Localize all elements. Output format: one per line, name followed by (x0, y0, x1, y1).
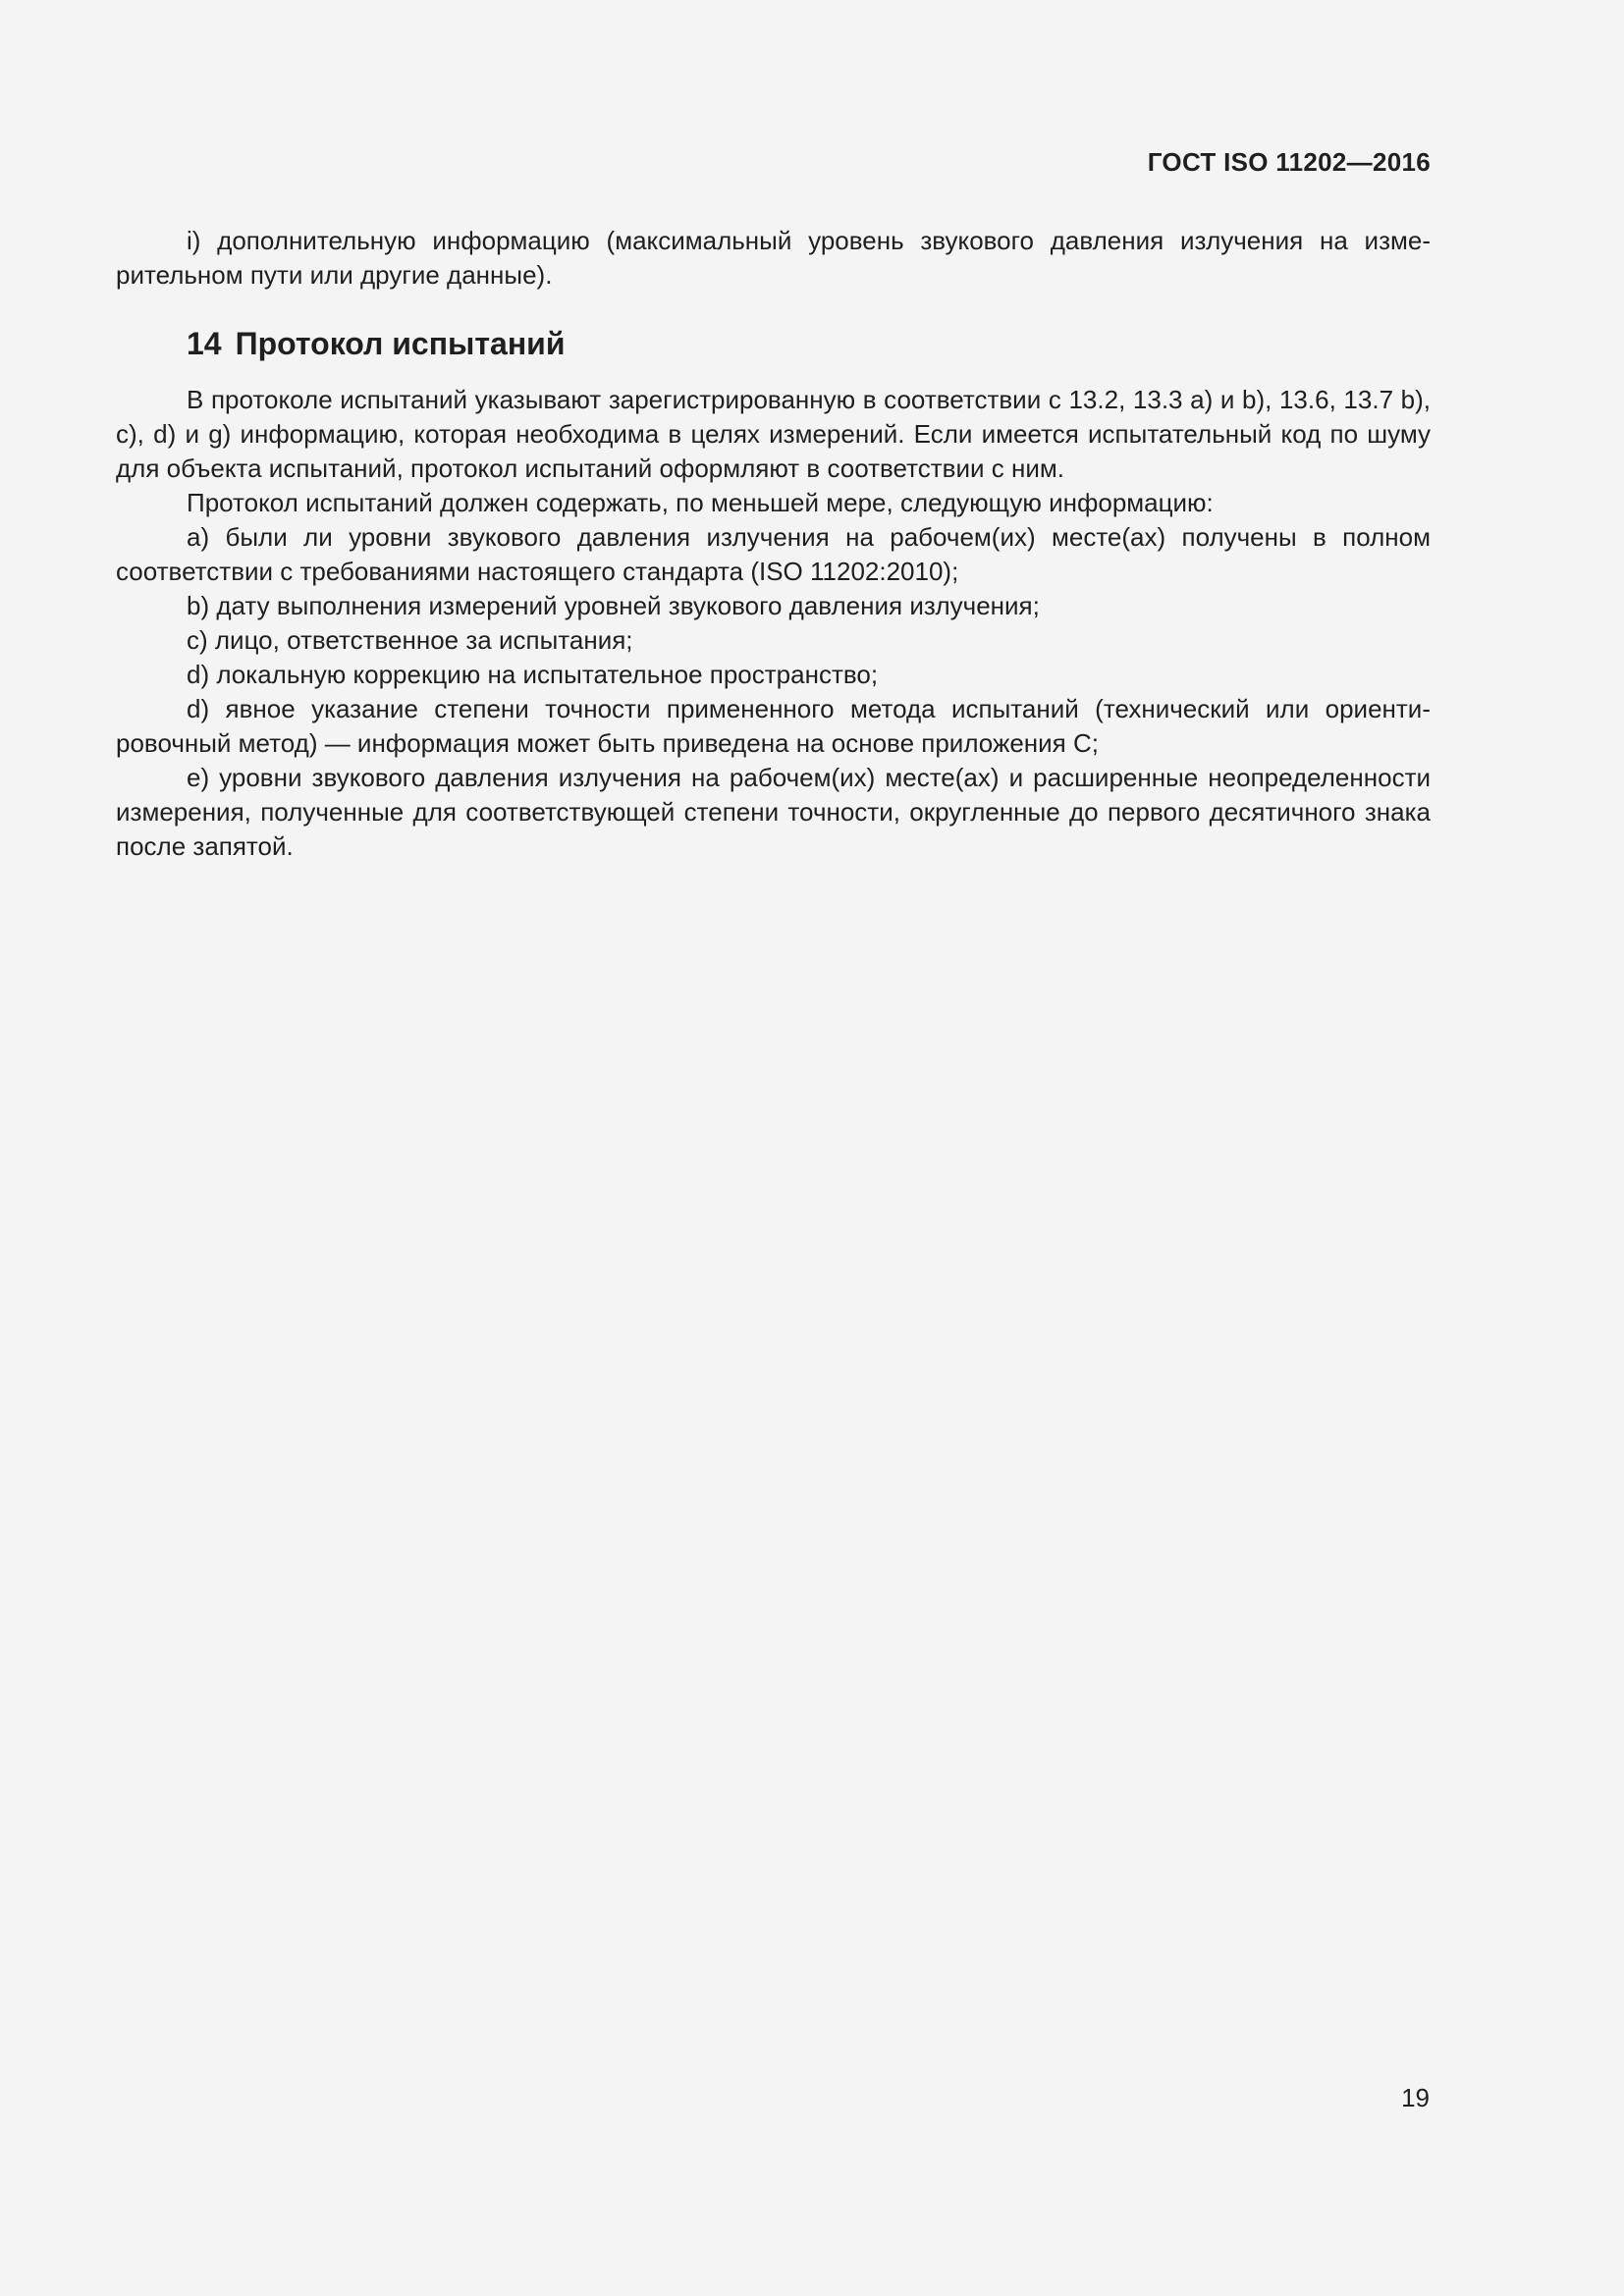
page-number: 19 (1401, 2083, 1430, 2112)
section-title: Протокол испытаний (235, 326, 566, 361)
list-item-c: c) лицо, ответственное за испытания; (187, 625, 633, 655)
intro-paragraph: В протоколе испытаний указывают зарегистрированную в соответствии с 13.2, 13.3 а) и b), 13.6, 13.7 b), с), d) и g) информацию, которая необходима в целях измерений. Если имеется испытательный код по шуму для объекта испытаний, протокол испытаний оформляют в соответствии с ним. (116, 385, 1431, 483)
list-item-a: a) были ли уровни звукового давления излучения на рабочем(их) месте(ах) получены в полном соответствии с требованиями настоящего стандарта (ISO 11202:2010); (116, 522, 1431, 586)
document-header: ГОСТ ISO 11202—2016 (1147, 147, 1431, 177)
list-item-b: b) дату выполнения измерений уровней звукового давления излучения; (187, 591, 1040, 620)
section-number: 14 (187, 326, 222, 361)
section-heading (116, 324, 1431, 363)
list-lead-paragraph: Протокол испытаний должен содержать, по меньшей мере, следующую информацию: (187, 488, 1214, 517)
list-item-d-accuracy: d) явное указание степени точности примененного метода испытаний (технический или ориентировочный метод) — информация может быть приведена на основе приложения С; (116, 694, 1431, 758)
list-item-e: e) уровни звукового давления излучения на рабочем(их) месте(ах) и расширенные неопределенности измерения, полученные для соответствующей степени точности, округленные до первого десятичного знака после запятой. (116, 763, 1431, 861)
page-content (116, 224, 1431, 864)
list-item-d-correction: d) локальную коррекцию на испытательное пространство; (187, 660, 879, 689)
item-i-paragraph: i) дополнительную информацию (максимальный уровень звукового давления излучения на измерительном пути или другие данные). (116, 226, 1431, 290)
